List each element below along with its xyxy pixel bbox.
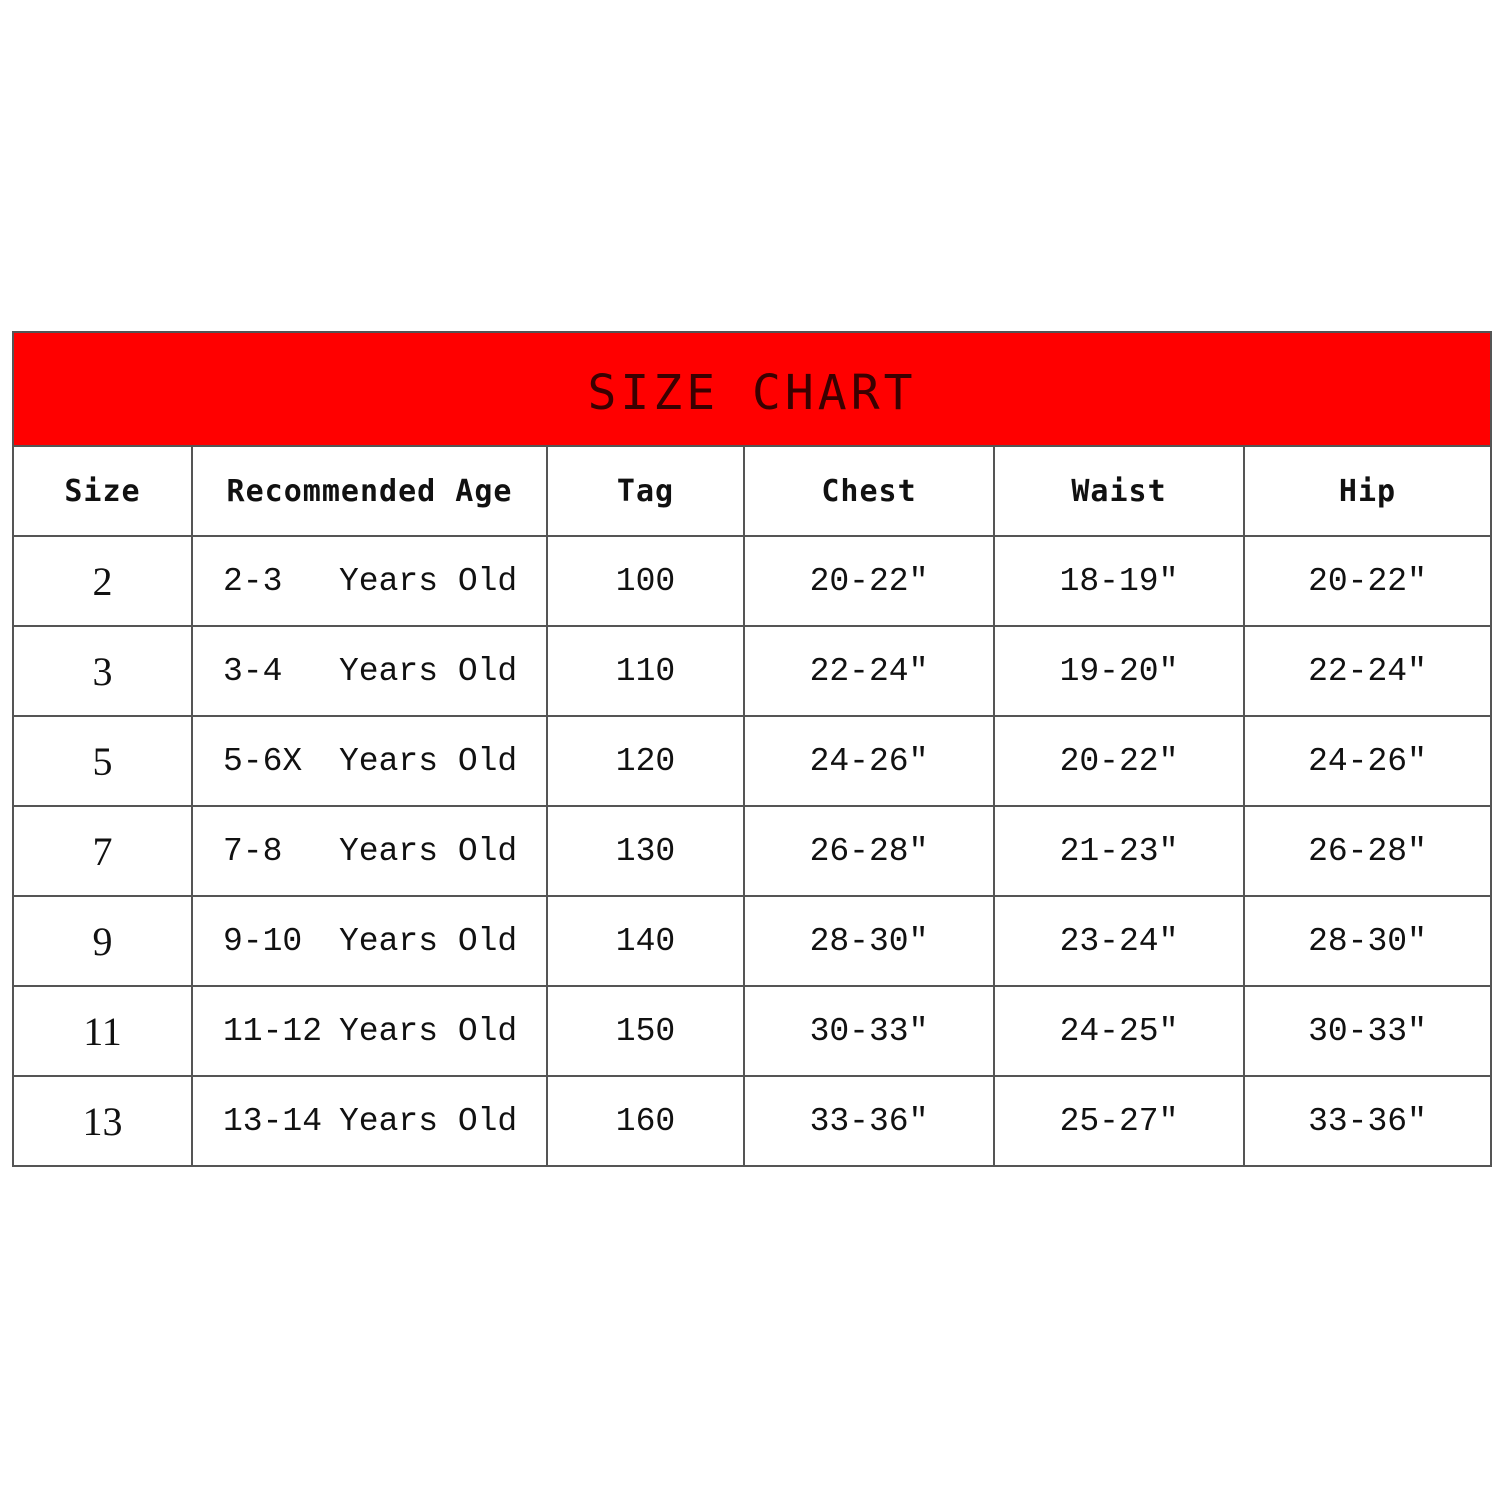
size-cell: 11 <box>14 986 192 1076</box>
age-cell <box>192 806 547 896</box>
chart-title-bar <box>14 333 1490 447</box>
age-suffix: Years Old <box>339 562 518 600</box>
age-cell <box>192 536 547 626</box>
header-tag: Tag <box>547 447 744 536</box>
size-cell: 5 <box>14 716 192 806</box>
tag-cell: 160 <box>547 1076 744 1165</box>
table-row <box>14 716 1490 806</box>
size-cell: 2 <box>14 536 192 626</box>
chest-cell: 33-36″ <box>744 1076 994 1165</box>
waist-cell: 21-23″ <box>994 806 1244 896</box>
table-row <box>14 626 1490 716</box>
size-cell: 9 <box>14 896 192 986</box>
waist-cell: 20-22″ <box>994 716 1244 806</box>
age-suffix: Years Old <box>339 832 518 870</box>
chest-cell: 20-22″ <box>744 536 994 626</box>
table-row <box>14 896 1490 986</box>
age-range: 5-6X <box>223 742 303 780</box>
age-suffix: Years Old <box>339 652 518 690</box>
hip-cell: 24-26″ <box>1244 716 1490 806</box>
chest-cell: 22-24″ <box>744 626 994 716</box>
size-cell: 13 <box>14 1076 192 1165</box>
tag-cell: 110 <box>547 626 744 716</box>
waist-cell: 18-19″ <box>994 536 1244 626</box>
header-size: Size <box>14 447 192 536</box>
header-hip: Hip <box>1244 447 1490 536</box>
header-row <box>14 447 1490 536</box>
age-cell <box>192 626 547 716</box>
chest-cell: 30-33″ <box>744 986 994 1076</box>
tag-cell: 150 <box>547 986 744 1076</box>
tag-cell: 130 <box>547 806 744 896</box>
age-suffix: Years Old <box>339 922 518 960</box>
tag-cell: 120 <box>547 716 744 806</box>
age-suffix: Years Old <box>339 742 518 780</box>
waist-cell: 19-20″ <box>994 626 1244 716</box>
hip-cell: 20-22″ <box>1244 536 1490 626</box>
age-cell <box>192 896 547 986</box>
table-row <box>14 806 1490 896</box>
age-cell <box>192 716 547 806</box>
header-recommended-age: Recommended Age <box>192 447 547 536</box>
size-cell: 3 <box>14 626 192 716</box>
chart-title: SIZE CHART <box>587 365 917 421</box>
age-range: 11-12 <box>223 1012 323 1050</box>
chest-cell: 28-30″ <box>744 896 994 986</box>
tag-cell: 140 <box>547 896 744 986</box>
hip-cell: 22-24″ <box>1244 626 1490 716</box>
age-cell <box>192 986 547 1076</box>
hip-cell: 28-30″ <box>1244 896 1490 986</box>
table-row <box>14 1076 1490 1165</box>
size-cell: 7 <box>14 806 192 896</box>
header-chest: Chest <box>744 447 994 536</box>
size-chart <box>12 331 1492 1167</box>
table-row <box>14 536 1490 626</box>
waist-cell: 25-27″ <box>994 1076 1244 1165</box>
age-range: 2-3 <box>223 562 283 600</box>
hip-cell: 26-28″ <box>1244 806 1490 896</box>
age-range: 3-4 <box>223 652 283 690</box>
table-row <box>14 986 1490 1076</box>
age-range: 7-8 <box>223 832 283 870</box>
age-range: 9-10 <box>223 922 303 960</box>
hip-cell: 30-33″ <box>1244 986 1490 1076</box>
waist-cell: 23-24″ <box>994 896 1244 986</box>
age-cell <box>192 1076 547 1165</box>
age-suffix: Years Old <box>339 1012 518 1050</box>
hip-cell: 33-36″ <box>1244 1076 1490 1165</box>
size-table <box>14 447 1490 1165</box>
header-waist: Waist <box>994 447 1244 536</box>
age-range: 13-14 <box>223 1102 323 1140</box>
age-suffix: Years Old <box>339 1102 518 1140</box>
chest-cell: 24-26″ <box>744 716 994 806</box>
chest-cell: 26-28″ <box>744 806 994 896</box>
waist-cell: 24-25″ <box>994 986 1244 1076</box>
tag-cell: 100 <box>547 536 744 626</box>
